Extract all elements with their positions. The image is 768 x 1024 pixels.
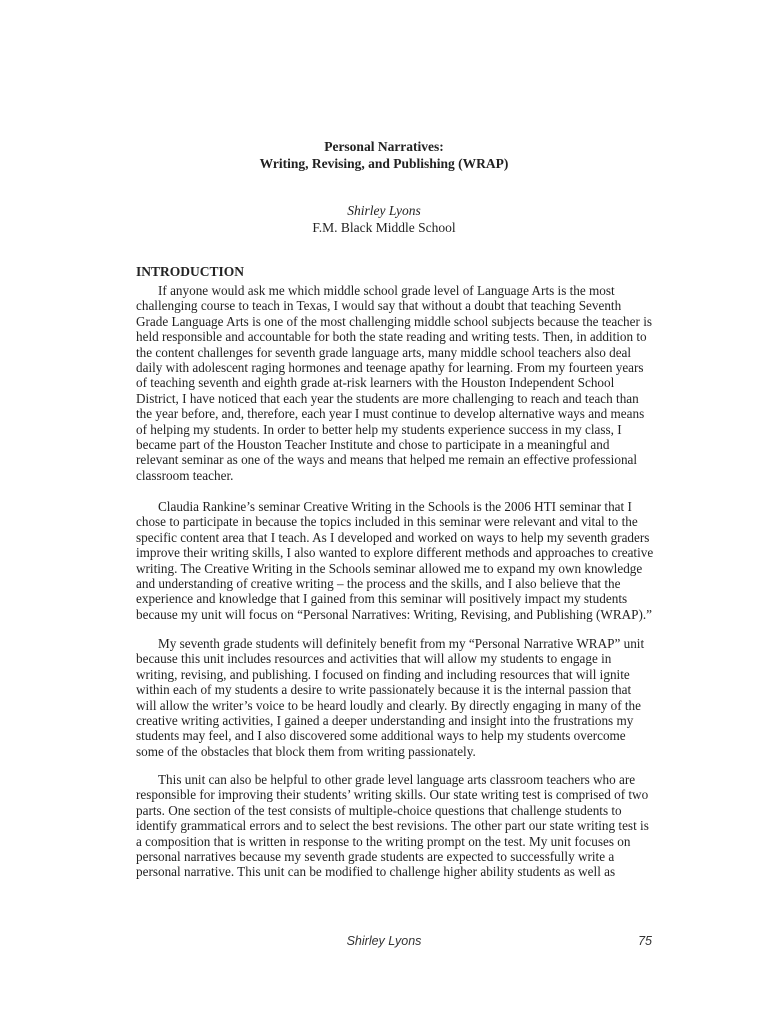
text-line: will allow the writer’s voice to be heard loudly and clearly. By directly engaging in many of the (136, 697, 642, 713)
text-line: Grade Language Arts is one of the most challenging middle school subjects because the teacher is (136, 313, 652, 329)
title-line-1: Personal Narratives: (324, 139, 444, 154)
page-number: 75 (638, 934, 652, 948)
paragraph-text (136, 499, 652, 622)
paragraph-1 (136, 283, 652, 483)
text-line: daily with adolescent raging hormones and teenage apathy for learning. From my fourteen years (136, 360, 644, 376)
author-name: Shirley Lyons (347, 203, 421, 218)
text-line: writing, revising, and publishing. I focused on finding and including resources that will ignite (136, 666, 630, 682)
text-line: because my unit will focus on “Personal Narratives: Writing, Revising, and Publishing (WRAP).” (136, 606, 653, 622)
paragraph-2 (136, 499, 652, 622)
text-line: relevant seminar as one of the ways and means that helped me remain an effective professional (136, 452, 638, 468)
paragraph-text (136, 636, 652, 759)
text-line: challenging course to teach in Texas, I would say that without a doubt that teaching Seventh (136, 298, 622, 314)
text-line: My seventh grade students will definitely benefit from my “Personal Narrative WRAP” unit (158, 636, 645, 651)
text-line: held responsible and accountable for both the state reading and writing tests. Then, in addition to (136, 329, 647, 345)
footer-author: Shirley Lyons (346, 934, 422, 948)
text-line: the year before, and, therefore, each year I must continue to develop alternative ways and means (136, 406, 645, 422)
paragraph-text (136, 772, 652, 880)
paragraph-4 (136, 772, 652, 880)
text-line: specific content area that I teach. As I developed and worked on ways to help my seventh graders (136, 529, 650, 545)
document-title (0, 138, 768, 172)
text-line: the content challenges for seventh grade language arts, many middle school teachers also deal (136, 344, 632, 360)
text-line: of teaching seventh and eighth grade at-risk learners with the Houston Independent School (136, 375, 615, 391)
text-line: If anyone would ask me which middle school grade level of Language Arts is the most (158, 283, 615, 298)
text-line: improve their writing skills, I also wanted to explore different methods and approaches to creative (136, 545, 654, 561)
text-line: responsible for improving their students’ writing skills. Our state writing test is comprised of two (136, 787, 649, 803)
text-line: classroom teacher. (136, 467, 234, 483)
text-line: District, I have noticed that each year the students are more challenging to reach and teach than (136, 390, 639, 406)
text-line: creative writing activities, I gained a deeper understanding and insight into the frustrations my (136, 713, 634, 729)
text-line: of helping my students. In order to better help my students experience success in my class, I (136, 421, 622, 437)
text-line: because this unit includes resources and activities that will allow my students to engage in (136, 651, 612, 667)
text-line: writing. The Creative Writing in the Schools seminar allowed me to expand my own knowledge (136, 560, 643, 576)
text-line: chose to participate in because the topics included in this seminar were relevant and vital to the (136, 514, 638, 530)
text-line: a composition that is written in response to the writing prompt on the test. My unit focuses on (136, 833, 631, 849)
text-line: personal narrative. This unit can be modified to challenge higher ability students as well as (136, 864, 616, 880)
author-block (0, 202, 768, 236)
text-line: parts. One section of the test consists of multiple-choice questions that challenge students to (136, 802, 622, 818)
text-line: experience and knowledge that I gained from this seminar will positively impact my students (136, 591, 628, 607)
text-line: identify grammatical errors and to select the best revisions. The other part our state writing test is (136, 818, 649, 834)
text-line: students may feel, and I also discovered some additional ways to help my students overcome (136, 728, 626, 744)
text-line: Claudia Rankine’s seminar Creative Writing in the Schools is the 2006 HTI seminar that I (158, 499, 632, 514)
paragraph-3 (136, 636, 652, 759)
text-line: and understanding of creative writing – the process and the skills, and I also believe that the (136, 576, 621, 592)
section-heading: INTRODUCTION (136, 264, 245, 279)
paragraph-text (136, 283, 652, 483)
title-line-2: Writing, Revising, and Publishing (WRAP) (259, 156, 509, 171)
text-line: within each of my students a desire to write passionately because it is the internal passion that (136, 682, 632, 698)
text-line: This unit can also be helpful to other grade level language arts classroom teachers who are (158, 772, 636, 787)
text-line: became part of the Houston Teacher Institute and chose to participate in a meaningful and (136, 437, 610, 453)
school-name: F.M. Black Middle School (312, 220, 456, 235)
text-line: personal narratives because my seventh grade students are expected to successfully write a (136, 849, 615, 865)
text-line: some of the obstacles that block them from writing passionately. (136, 743, 476, 759)
